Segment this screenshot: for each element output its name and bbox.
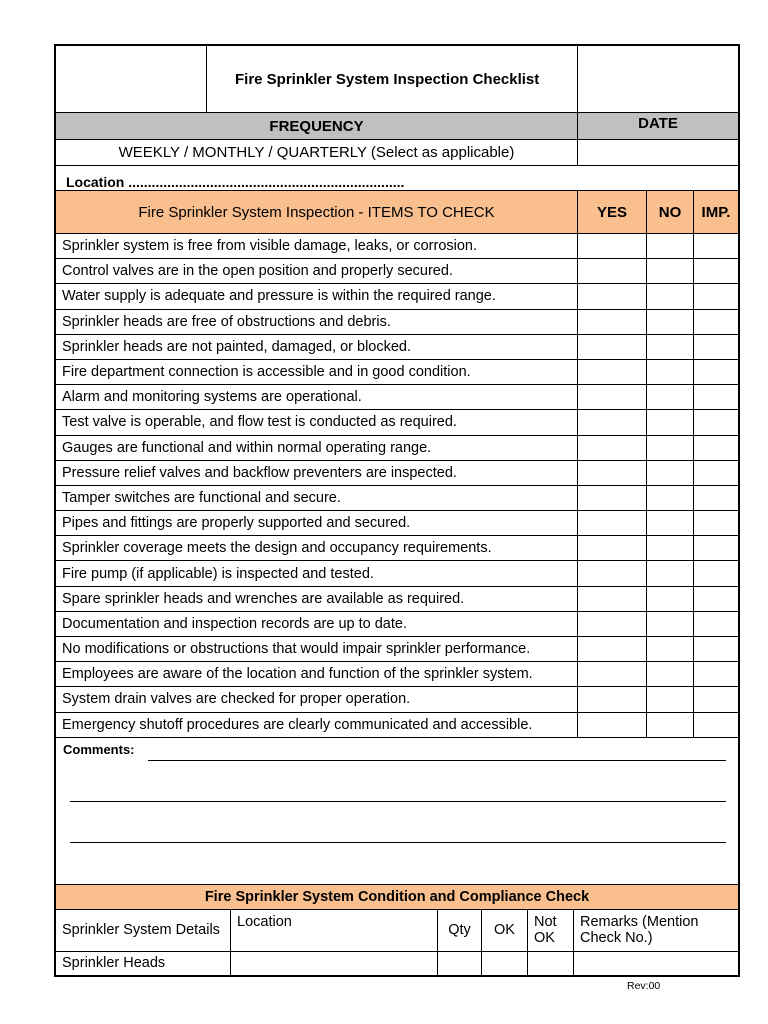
- yes-checkbox[interactable]: [577, 713, 646, 737]
- checklist-row: [56, 435, 738, 460]
- qty-input[interactable]: [437, 952, 481, 975]
- item-text: Sprinkler coverage meets the design and occupancy requirements.: [62, 540, 492, 557]
- checklist-row: [56, 560, 738, 585]
- no-checkbox[interactable]: [646, 536, 693, 560]
- checklist-row: [56, 636, 738, 661]
- imp-checkbox[interactable]: [693, 561, 738, 585]
- checklist-row: [56, 485, 738, 510]
- item-text: Test valve is operable, and flow test is conducted as required.: [62, 414, 457, 431]
- revision-label: Rev:00: [627, 980, 661, 992]
- checklist-row: [56, 409, 738, 434]
- imp-checkbox[interactable]: [693, 284, 738, 308]
- item-text: Gauges are functional and within normal operating range.: [62, 439, 432, 456]
- imp-checkbox[interactable]: [693, 259, 738, 283]
- col-yes-header: YES: [577, 191, 646, 233]
- no-checkbox[interactable]: [646, 436, 693, 460]
- checklist-header-row: [56, 191, 738, 233]
- no-checkbox[interactable]: [646, 360, 693, 384]
- no-checkbox[interactable]: [646, 385, 693, 409]
- row-sprinkler-heads: Sprinkler Heads: [62, 955, 166, 972]
- yes-checkbox[interactable]: [577, 234, 646, 258]
- imp-checkbox[interactable]: [693, 360, 738, 384]
- item-text: Pressure relief valves and backflow preventers are inspected.: [62, 464, 457, 481]
- imp-checkbox[interactable]: [693, 310, 738, 334]
- imp-checkbox[interactable]: [693, 511, 738, 535]
- col-qty-header: Qty: [437, 910, 481, 951]
- yes-checkbox[interactable]: [577, 511, 646, 535]
- date-label: DATE: [577, 113, 738, 139]
- logo-cell: [56, 46, 206, 112]
- not-ok-input[interactable]: [527, 952, 573, 975]
- imp-checkbox[interactable]: [693, 486, 738, 510]
- yes-checkbox[interactable]: [577, 637, 646, 661]
- compliance-heading: Fire Sprinkler System Condition and Compliance Check: [204, 888, 590, 905]
- imp-checkbox[interactable]: [693, 713, 738, 737]
- title-blank-cell: [577, 46, 738, 112]
- ok-input[interactable]: [481, 952, 527, 975]
- col-imp-header: IMP.: [693, 191, 738, 233]
- frequency-value-row: [56, 140, 738, 166]
- frequency-label: FREQUENCY: [269, 117, 364, 135]
- checklist-row: [56, 611, 738, 636]
- checklist-row: [56, 283, 738, 308]
- item-text: System drain valves are checked for proper operation.: [62, 691, 411, 708]
- checklist-row: [56, 535, 738, 560]
- checklist-row: [56, 661, 738, 686]
- yes-checkbox[interactable]: [577, 612, 646, 636]
- yes-checkbox[interactable]: [577, 284, 646, 308]
- yes-checkbox[interactable]: [577, 310, 646, 334]
- yes-checkbox[interactable]: [577, 662, 646, 686]
- no-checkbox[interactable]: [646, 410, 693, 434]
- imp-checkbox[interactable]: [693, 436, 738, 460]
- imp-checkbox[interactable]: [693, 687, 738, 711]
- checklist-row: [56, 384, 738, 409]
- yes-checkbox[interactable]: [577, 259, 646, 283]
- item-text: Control valves are in the open position and properly secured.: [62, 263, 453, 280]
- item-text: Fire pump (if applicable) is inspected and tested.: [62, 565, 374, 582]
- comments-section: [56, 737, 738, 884]
- yes-checkbox[interactable]: [577, 436, 646, 460]
- no-checkbox[interactable]: [646, 687, 693, 711]
- yes-checkbox[interactable]: [577, 486, 646, 510]
- location-row: [56, 166, 738, 191]
- date-field[interactable]: [577, 140, 738, 165]
- yes-checkbox[interactable]: [577, 385, 646, 409]
- checklist-row: [56, 510, 738, 535]
- item-text: Employees are aware of the location and function of the sprinkler system.: [62, 666, 533, 683]
- item-text: Emergency shutoff procedures are clearly communicated and accessible.: [62, 716, 533, 733]
- yes-checkbox[interactable]: [577, 410, 646, 434]
- imp-checkbox[interactable]: [693, 612, 738, 636]
- col-remarks-header: Remarks (Mention Check No.): [573, 910, 738, 951]
- comments-line-3[interactable]: [70, 842, 726, 843]
- item-text: Sprinkler system is free from visible damage, leaks, or corrosion.: [62, 238, 478, 255]
- checklist-row: [56, 258, 738, 283]
- no-checkbox[interactable]: [646, 461, 693, 485]
- no-checkbox[interactable]: [646, 486, 693, 510]
- item-text: Spare sprinkler heads and wrenches are available as required.: [62, 590, 465, 607]
- imp-checkbox[interactable]: [693, 410, 738, 434]
- imp-checkbox[interactable]: [693, 461, 738, 485]
- col-no-header: NO: [646, 191, 693, 233]
- col-details-header: Sprinkler System Details: [62, 922, 220, 939]
- item-text: Pipes and fittings are properly supported and secured.: [62, 515, 411, 532]
- yes-checkbox[interactable]: [577, 360, 646, 384]
- no-checkbox[interactable]: [646, 713, 693, 737]
- imp-checkbox[interactable]: [693, 385, 738, 409]
- checklist-row: [56, 586, 738, 611]
- checklist-items: [56, 233, 738, 737]
- frequency-value[interactable]: WEEKLY / MONTHLY / QUARTERLY (Select as applicable): [118, 144, 515, 161]
- item-text: Documentation and inspection records are up to date.: [62, 615, 407, 632]
- comments-label: Comments:: [63, 741, 135, 757]
- item-text: No modifications or obstructions that would impair sprinkler performance.: [62, 641, 531, 658]
- imp-checkbox[interactable]: [693, 234, 738, 258]
- location-input[interactable]: [230, 952, 437, 975]
- yes-checkbox[interactable]: [577, 587, 646, 611]
- checklist-row: [56, 334, 738, 359]
- checklist-row: [56, 686, 738, 711]
- remarks-input[interactable]: [573, 952, 738, 975]
- imp-checkbox[interactable]: [693, 587, 738, 611]
- page-title: Fire Sprinkler System Inspection Checklist: [206, 46, 577, 112]
- col-not-ok-header: Not OK: [527, 910, 573, 951]
- checklist-heading: Fire Sprinkler System Inspection - ITEMS TO CHECK: [138, 203, 495, 221]
- item-text: Sprinkler heads are free of obstructions and debris.: [62, 313, 391, 330]
- imp-checkbox[interactable]: [693, 335, 738, 359]
- checklist-row: [56, 309, 738, 334]
- yes-checkbox[interactable]: [577, 561, 646, 585]
- compliance-header-row: [56, 884, 738, 909]
- yes-checkbox[interactable]: [577, 536, 646, 560]
- no-checkbox[interactable]: [646, 335, 693, 359]
- no-checkbox[interactable]: [646, 662, 693, 686]
- imp-checkbox[interactable]: [693, 536, 738, 560]
- yes-checkbox[interactable]: [577, 687, 646, 711]
- comments-line-2[interactable]: [70, 801, 726, 802]
- item-text: Fire department connection is accessible and in good condition.: [62, 364, 471, 381]
- frequency-header-row: [56, 113, 738, 140]
- col-location-header: Location: [230, 910, 437, 951]
- item-text: Sprinkler heads are not painted, damaged, or blocked.: [62, 338, 412, 355]
- yes-checkbox[interactable]: [577, 461, 646, 485]
- checklist-row: [56, 233, 738, 258]
- item-text: Alarm and monitoring systems are operational.: [62, 389, 362, 406]
- no-checkbox[interactable]: [646, 511, 693, 535]
- checklist-row: [56, 359, 738, 384]
- no-checkbox[interactable]: [646, 561, 693, 585]
- no-checkbox[interactable]: [646, 234, 693, 258]
- no-checkbox[interactable]: [646, 587, 693, 611]
- no-checkbox[interactable]: [646, 637, 693, 661]
- compliance-columns-row: [56, 909, 738, 951]
- title-row: [56, 46, 738, 113]
- item-text: Water supply is adequate and pressure is within the required range.: [62, 288, 496, 305]
- imp-checkbox[interactable]: [693, 637, 738, 661]
- compliance-row: [56, 951, 738, 975]
- no-checkbox[interactable]: [646, 259, 693, 283]
- checklist-row: [56, 712, 738, 737]
- location-field[interactable]: Location .......................................................................: [66, 174, 405, 190]
- item-text: Tamper switches are functional and secure.: [62, 489, 341, 506]
- col-ok-header: OK: [481, 910, 527, 951]
- yes-checkbox[interactable]: [577, 335, 646, 359]
- checklist-row: [56, 460, 738, 485]
- no-checkbox[interactable]: [646, 284, 693, 308]
- checklist-form: [54, 44, 740, 977]
- no-checkbox[interactable]: [646, 612, 693, 636]
- no-checkbox[interactable]: [646, 310, 693, 334]
- comments-line-1[interactable]: [148, 760, 726, 761]
- imp-checkbox[interactable]: [693, 662, 738, 686]
